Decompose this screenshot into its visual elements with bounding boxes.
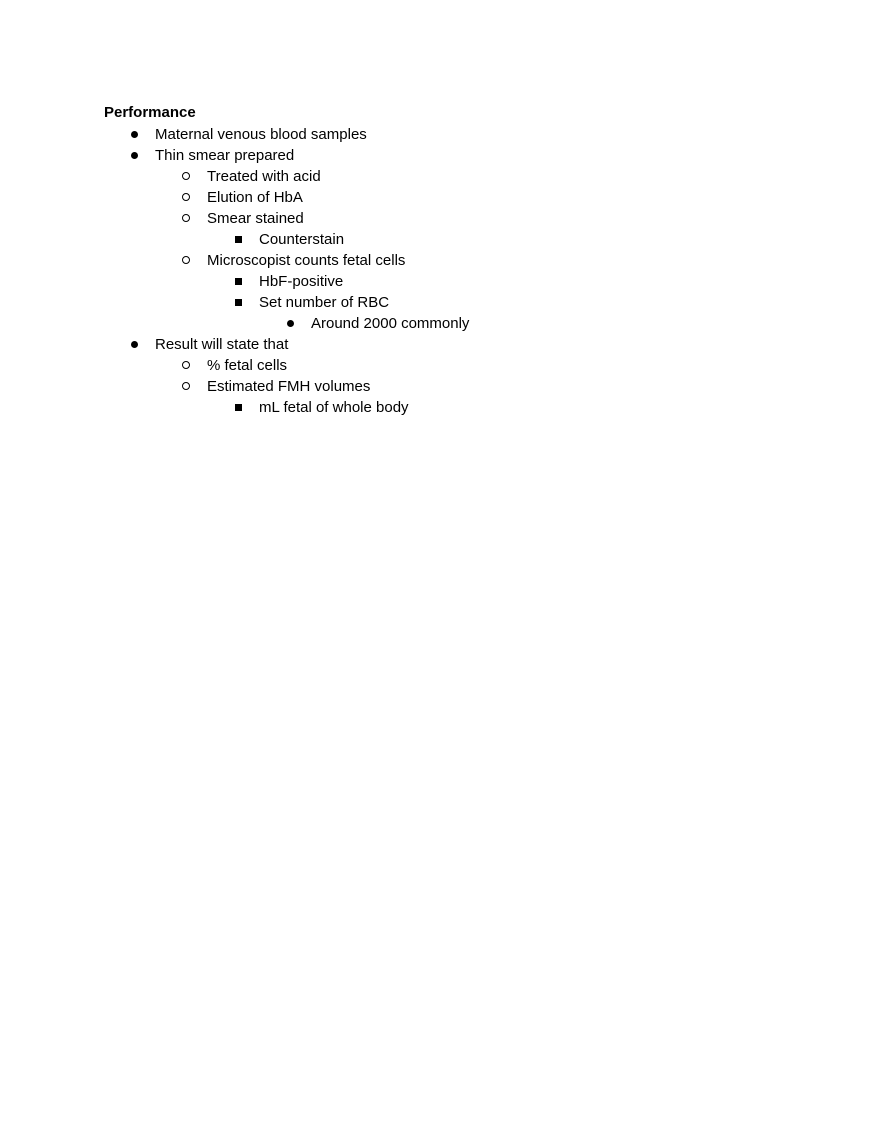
- hollow-circle-bullet-icon: [179, 376, 193, 397]
- filled-circle-bullet-icon: [127, 124, 141, 145]
- filled-square-bullet-icon: [231, 292, 245, 313]
- list-item-text: % fetal cells: [207, 357, 288, 374]
- list-item: [0, 271, 880, 292]
- list-item: [0, 229, 880, 250]
- list-item: [0, 355, 880, 376]
- list-item: [0, 145, 880, 166]
- list-item: [0, 397, 880, 418]
- list-item: [0, 124, 880, 145]
- list-item: [0, 250, 880, 271]
- list-item-text: Estimated FMH volumes: [207, 378, 371, 395]
- list-item: [0, 187, 880, 208]
- list-item-text: Maternal venous blood samples: [155, 126, 367, 143]
- filled-square-bullet-icon: [231, 229, 245, 250]
- list-item: [0, 166, 880, 187]
- list-item: [0, 376, 880, 397]
- list-item-text: Elution of HbA: [207, 189, 303, 206]
- filled-square-bullet-icon: [231, 271, 245, 292]
- hollow-circle-bullet-icon: [179, 166, 193, 187]
- list-item-text: Thin smear prepared: [155, 147, 295, 164]
- filled-square-bullet-icon: [231, 397, 245, 418]
- list-item-text: Around 2000 commonly: [311, 315, 470, 332]
- hollow-circle-bullet-icon: [179, 208, 193, 229]
- list-item-text: Microscopist counts fetal cells: [207, 252, 406, 269]
- hollow-circle-bullet-icon: [179, 250, 193, 271]
- list-item: [0, 313, 880, 334]
- list-item: [0, 292, 880, 313]
- filled-circle-bullet-icon: [127, 145, 141, 166]
- list-item-text: Smear stained: [207, 210, 304, 227]
- list-item-text: mL fetal of whole body: [259, 399, 409, 416]
- list-item-text: HbF-positive: [259, 273, 344, 290]
- hollow-circle-bullet-icon: [179, 187, 193, 208]
- list-item-text: Counterstain: [259, 231, 345, 248]
- list-item: [0, 334, 880, 355]
- list-item-text: Treated with acid: [207, 168, 321, 185]
- filled-circle-bullet-icon: [127, 334, 141, 355]
- hollow-circle-bullet-icon: [179, 355, 193, 376]
- section-heading: Performance: [104, 104, 196, 121]
- filled-circle-bullet-icon: [283, 313, 297, 334]
- list-item: [0, 208, 880, 229]
- list-item-text: Result will state that: [155, 336, 289, 353]
- list-item-text: Set number of RBC: [259, 294, 390, 311]
